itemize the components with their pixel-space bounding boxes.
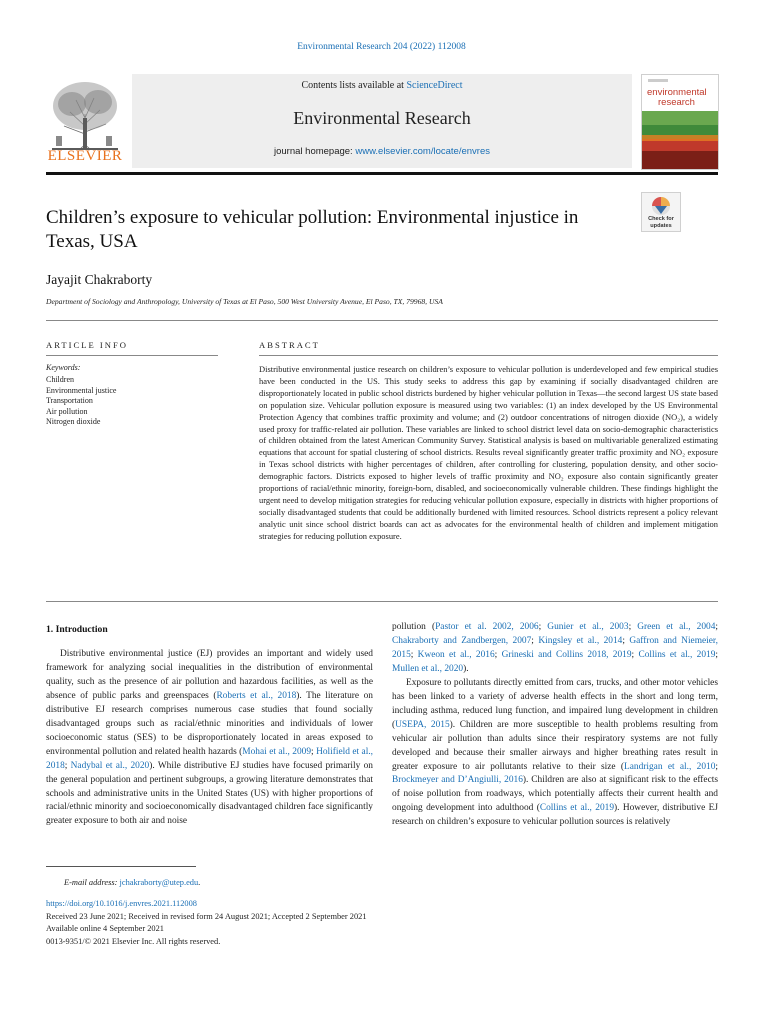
left-column xyxy=(46,648,373,829)
citation-link[interactable]: Kweon et al., 2016 xyxy=(417,649,495,660)
keyword-item: Children xyxy=(46,375,74,384)
cover-image xyxy=(642,111,718,169)
citation-link[interactable]: Mullen et al., 2020 xyxy=(392,663,464,674)
citation-link[interactable]: Brockmeyer and D’Angiulli, 2016 xyxy=(392,775,523,786)
sciencedirect-link[interactable]: ScienceDirect xyxy=(406,80,463,91)
keywords-list xyxy=(46,375,116,428)
text-run: ; xyxy=(538,622,548,632)
abstract-text: Distributive environmental justice research on children’s exposure to vehicular pollution is underdeveloped and few empirical studies have been conducted in the US. This study seeks to address this gap by examining if socially disadvantaged children are disproportionately located in public school districts burdened by higher vehicular pollution in Texas—the second largest US state based on population size. Vehicular pollution exposure is measured using two variables: (1) an index developed by the US Environmental Protection Agency that combines traffic proximity and volume; and (2) outdoor concentrations of nitrogen dioxide (NO₂), a widely used proxy for traffic-related air pollution. These variables are linked to school district level data on socio-demographic characteristics of children obtained from the latest American Community Survey. Statistical analysis is based on multivariable generalized estimating equations that account for spatial clustering of school districts. Results reveal significantly greater traffic proximity and NO₂ exposure in Texas school districts with higher percentages of children, after controlling for clustering, population density, and other socio-demographic factors. Districts exposed to higher levels of traffic proximity and NO₂ exposure also contain significantly greater proportions of racial/ethnic minority, foreign-born, disabled, and socioeconomically vulnerable children. These findings highlight the urgent need to develop mitigation strategies for reducing vehicular pollution exposure, especially in districts with higher proportions of socially disadvantaged students that could be additionally burdened with limited resources. School districts represent a policy relevant analytic unit since school district boards can act as advocates for the environmental health of children and implement mitigation strategies for reducing pollution exposure. xyxy=(259,364,718,541)
copyright-line: 0013-9351/© 2021 Elsevier Inc. All rights reserved. xyxy=(46,936,221,946)
section-heading-introduction: 1. Introduction xyxy=(46,624,108,635)
citation-link[interactable]: Collins et al., 2019 xyxy=(638,649,716,660)
cover-title-2: research xyxy=(658,97,695,108)
abstract-rule xyxy=(259,355,718,356)
keyword-item: Transportation xyxy=(46,396,93,406)
citation-link[interactable]: Gaffron and Niemeier, 2015 xyxy=(392,635,719,660)
text-run: ). While distributive EJ studies have focused primarily on the general population and pertinent subgroups, a growing literature demonstrates that schools and administrative units in the United States (US) with higher proportions of racial/ethnic minority and socioeconomically disadvantaged children face significantly greater exposure to both air and noise xyxy=(46,760,373,827)
citation-link[interactable]: Green et al., 2004 xyxy=(637,622,716,632)
keywords-label: Keywords: xyxy=(46,363,81,372)
citation-link[interactable]: Chakraborty and Zandbergen, 2007 xyxy=(392,635,532,646)
keyword-item: Nitrogen dioxide xyxy=(46,417,101,427)
text-run: ; xyxy=(628,622,638,632)
text-run: pollution ( xyxy=(392,622,436,632)
email-footnote xyxy=(64,878,200,887)
section-rule xyxy=(46,320,718,321)
citation-link[interactable]: Holifield et al., 2018 xyxy=(46,746,374,771)
article-title: Children’s exposure to vehicular pollution: Environmental injustice in Texas, USA xyxy=(46,207,579,252)
paragraph xyxy=(392,621,718,677)
keyword-item: Environmental justice xyxy=(46,385,117,395)
citation-link[interactable]: USEPA, 2015 xyxy=(395,719,450,730)
journal-name: Environmental Research xyxy=(293,108,471,128)
section-rule xyxy=(46,601,718,602)
contents-line xyxy=(132,80,632,91)
text-run: ; xyxy=(64,760,71,771)
text-run: ; xyxy=(715,761,719,772)
right-column xyxy=(392,621,718,830)
footnote-rule xyxy=(46,866,196,867)
journal-cover-thumbnail[interactable] xyxy=(641,74,719,170)
citation-link[interactable]: Mohai et al., 2009 xyxy=(242,746,312,757)
abstract-heading: ABSTRACT xyxy=(259,340,320,350)
elsevier-logo xyxy=(46,74,124,166)
available-online: Available online 4 September 2021 xyxy=(46,924,164,934)
citation-link[interactable]: Pastor et al. 2002, 2006 xyxy=(435,622,539,632)
citation-link[interactable]: Collins et al., 2019 xyxy=(539,803,615,814)
text-run: ; xyxy=(494,649,502,660)
keyword-item: Air pollution xyxy=(46,406,88,416)
doi-link[interactable]: https://doi.org/10.1016/j.envres.2021.112008 xyxy=(46,899,197,908)
text-run: ; xyxy=(622,635,630,646)
text-run: Exposure to pollutants directly emitted from cars, trucks, and other motor vehicles has been linked to a variety of adverse health effects in the short and long term, including asthma, reduced lung function, and impaired lung development in children ( xyxy=(392,677,718,730)
paragraph xyxy=(46,648,373,829)
homepage-link[interactable]: www.elsevier.com/locate/envres xyxy=(355,146,490,157)
journal-reference[interactable]: Environmental Research 204 (2022) 112008 xyxy=(297,42,466,52)
text-run: ; xyxy=(410,649,418,660)
text-run: ; xyxy=(531,635,539,646)
received-dates: Received 23 June 2021; Received in revised form 24 August 2021; Accepted 2 September 2021 xyxy=(46,911,367,921)
publisher-logo-text: ELSEVIER xyxy=(47,148,123,164)
journal-header-box xyxy=(132,74,632,168)
publication-info xyxy=(46,898,367,948)
email-link[interactable]: jchakraborty@utep.edu xyxy=(119,878,199,887)
citation-link[interactable]: Roberts et al., 2018 xyxy=(216,690,297,701)
paragraph xyxy=(392,677,718,830)
text-run: ). However, distributive EJ research on children’s exposure to vehicular pollution sources is relatively xyxy=(392,803,718,828)
email-end: . xyxy=(198,878,201,887)
article-info-heading: ARTICLE INFO xyxy=(46,340,128,350)
cover-title-1: environmental xyxy=(647,87,707,98)
text-run: ; xyxy=(311,746,317,757)
text-run: ; xyxy=(715,622,719,632)
citation-link[interactable]: Landrigan et al., 2010 xyxy=(624,761,716,772)
crossmark-badge[interactable] xyxy=(641,192,681,232)
author-name[interactable]: Jayajit Chakraborty xyxy=(46,272,153,287)
text-run: ). The literature on distributive EJ research comprises numerous case studies that found socially disadvantaged groups such as racial/ethnic minorities and individuals of lower socioeconomic status (SES) to be disproportionately located in areas exposed to environmental pollution and related health hazards ( xyxy=(46,690,373,757)
email-label: E-mail address: xyxy=(64,878,120,887)
homepage-prefix: journal homepage: xyxy=(274,146,356,157)
text-run: ). Children are also at significant risk to the effects of noise pollution from roadways, which potentially affects their current health and ongoing development into adulthood ( xyxy=(392,775,718,814)
contents-prefix: Contents lists available at xyxy=(301,80,407,91)
text-run: ). xyxy=(463,663,469,674)
author-affiliation: Department of Sociology and Anthropology, University of Texas at El Paso, 500 West University Avenue, El Paso, TX, 79968, USA xyxy=(46,297,443,306)
citation-link[interactable]: Kingsley et al., 2014 xyxy=(538,635,623,646)
text-run: ). Children are more susceptible to health problems resulting from vehicular air pollution than adults since their respiratory systems are not fully developed and because their smaller airways and higher breathing rates result in greater exposure to air pollutants relative to their size ( xyxy=(392,719,718,772)
crossmark-text-2: updates xyxy=(650,223,672,229)
citation-link[interactable]: Gunier et al., 2003 xyxy=(547,622,629,632)
text-run: Distributive environmental justice (EJ) provides an important and widely used framework for analyzing social inequalities in the distribution of environmental quality, such as the presence of air pollution and hazardous facilities, as well as the absence of public parks and greenspaces ( xyxy=(46,649,373,701)
homepage-line xyxy=(132,146,632,157)
citation-link[interactable]: Nadybal et al., 2020 xyxy=(70,760,150,771)
header-rule xyxy=(46,172,718,175)
text-run: ; xyxy=(715,649,719,660)
citation-link[interactable]: Grineski and Collins 2018, 2019 xyxy=(501,649,632,660)
text-run: ; xyxy=(631,649,639,660)
article-info-rule xyxy=(46,355,218,356)
crossmark-text-1: Check for xyxy=(648,216,674,222)
